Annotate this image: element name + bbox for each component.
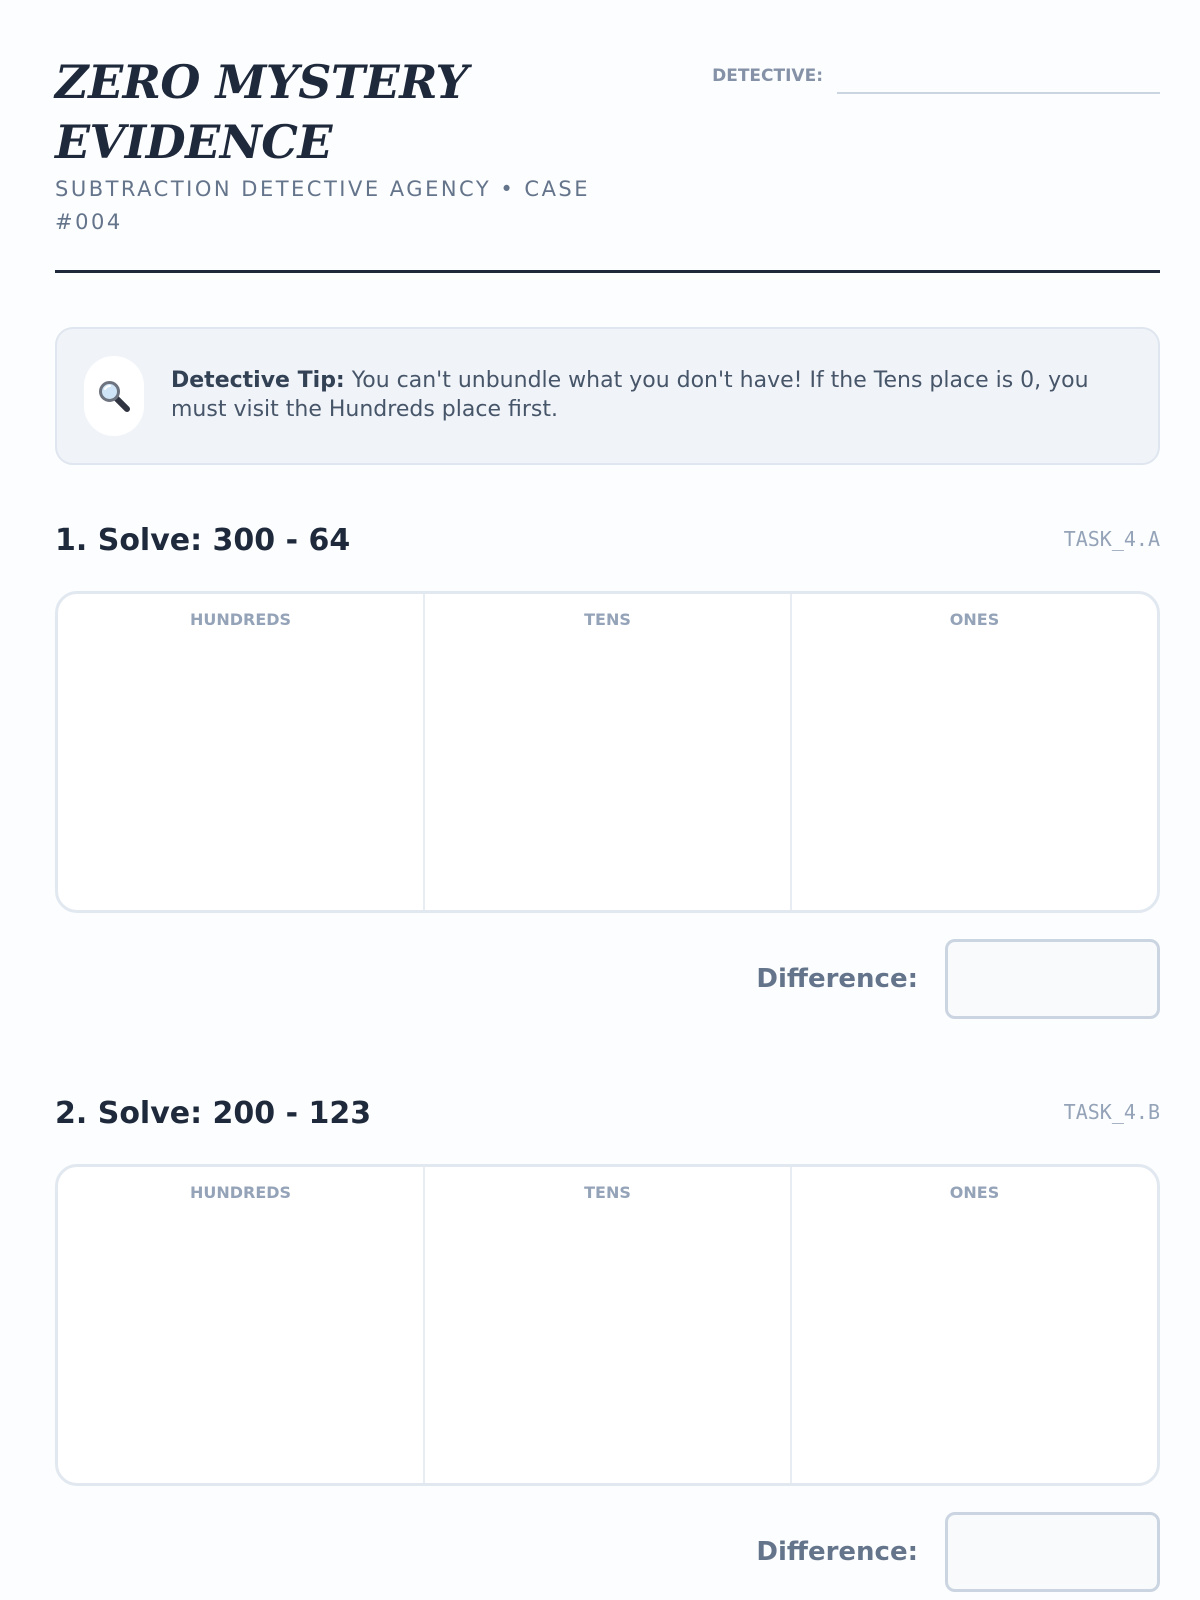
detective-tip bbox=[55, 327, 1160, 465]
detective-name-line[interactable] bbox=[837, 60, 1160, 94]
problem-2 bbox=[55, 1094, 1160, 1600]
magnifying-glass-graphic bbox=[97, 379, 131, 413]
tip-label: Detective Tip: bbox=[171, 368, 345, 393]
hundreds-column[interactable] bbox=[58, 1167, 425, 1483]
magnifying-glass-icon bbox=[84, 356, 144, 436]
problem-title: 1. Solve: 300 - 64 bbox=[55, 523, 351, 558]
tip-message: You can't unbundle what you don't have! If the Tens place is 0, you must visit the Hundreds place first. bbox=[171, 368, 1089, 422]
problem-title: 2. Solve: 200 - 123 bbox=[55, 1096, 372, 1131]
difference-input[interactable] bbox=[945, 939, 1160, 1019]
hundreds-column[interactable] bbox=[58, 594, 425, 910]
detective-label: DETECTIVE: bbox=[712, 66, 823, 86]
task-code: TASK_4.B bbox=[1063, 1100, 1160, 1124]
difference-label: Difference: bbox=[756, 1537, 918, 1567]
difference-answer bbox=[756, 1512, 1160, 1592]
hundreds-label: HUNDREDS bbox=[189, 1183, 292, 1202]
task-code: TASK_4.A bbox=[1063, 527, 1160, 551]
problem-1 bbox=[55, 521, 1160, 1051]
difference-input[interactable] bbox=[945, 1512, 1160, 1592]
ones-label: ONES bbox=[949, 1183, 1000, 1202]
place-value-chart bbox=[55, 1164, 1160, 1486]
difference-answer bbox=[756, 939, 1160, 1019]
ones-column[interactable] bbox=[792, 1167, 1157, 1483]
tip-text bbox=[171, 366, 1118, 424]
page-title: ZERO MYSTERY EVIDENCE bbox=[55, 55, 468, 169]
tens-label: TENS bbox=[584, 1183, 631, 1202]
ones-label: ONES bbox=[949, 610, 1000, 629]
detective-name-field bbox=[712, 60, 1160, 94]
ones-column[interactable] bbox=[792, 594, 1157, 910]
tens-label: TENS bbox=[584, 610, 631, 629]
difference-label: Difference: bbox=[756, 964, 918, 994]
place-value-chart bbox=[55, 591, 1160, 913]
tens-column[interactable] bbox=[425, 1167, 792, 1483]
page-subtitle: SUBTRACTION DETECTIVE AGENCY • CASE #004 bbox=[55, 177, 591, 234]
worksheet-header bbox=[55, 52, 1160, 273]
tens-column[interactable] bbox=[425, 594, 792, 910]
hundreds-label: HUNDREDS bbox=[189, 610, 292, 629]
